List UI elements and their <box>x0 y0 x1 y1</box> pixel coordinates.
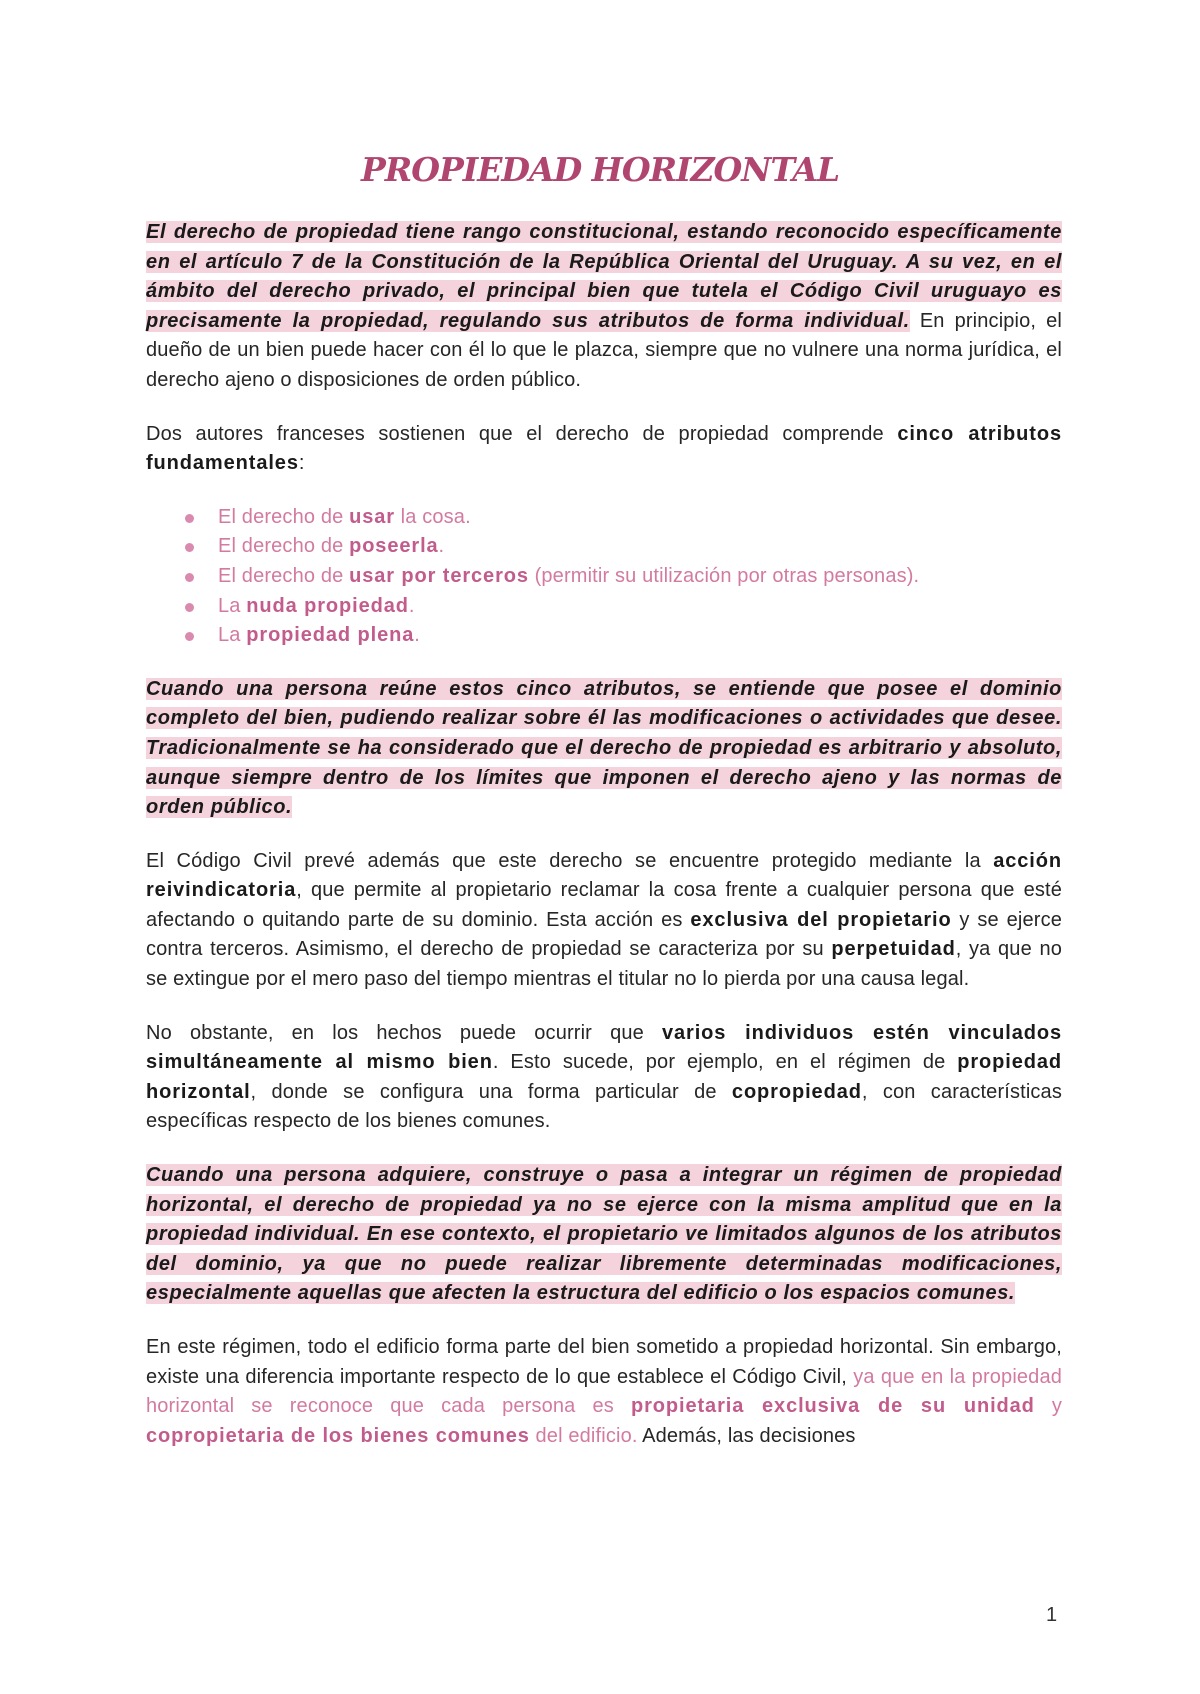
paragraph-6 <box>146 1161 1062 1309</box>
bold-text: cinco atributos fundamentales <box>146 422 1062 475</box>
bullet-dot-icon <box>185 632 194 641</box>
paragraph-4: El Código Civil prevé además que este derecho se encuentre protegido mediante la acción reivindicatoria, que permite al propietario reclamar la cosa frente a cualquier persona que esté afectando o quitando parte de su dominio. Esta acción es exclusiva del propietario y se ejerce contra terceros. Asimismo, el derecho de propiedad se caracteriza por su perpetuidad, ya que no se extingue por el mero paso del tiempo mientras el titular no lo pierda por una causa legal. <box>146 849 1062 991</box>
paragraph-text: : <box>298 452 305 475</box>
paragraph-1 <box>146 218 1062 396</box>
bullet-dot-icon <box>185 603 194 612</box>
list-item: El derecho de usar por terceros (permitir su utilización por otras personas). <box>146 562 1062 592</box>
paragraph-7: En este régimen, todo el edificio forma parte del bien sometido a propiedad horizontal. Sin embargo, existe una diferencia importante respecto de lo que establece el Código Civil, ya que en la propiedad horizontal se reconoce que cada persona es propietaria exclusiva de su unidad y copropietaria de los bienes comunes del edificio. Además, las decisiones <box>146 1336 1063 1447</box>
bullet-dot-icon <box>185 514 194 523</box>
document-title: PROPIEDAD HORIZONTAL <box>360 150 840 189</box>
highlighted-text: Cuando una persona adquiere, construye o pasa a integrar un régimen de propiedad horizontal, el derecho de propiedad ya no se ejerce con la misma amplitud que en la propiedad individual. En ese contexto, el propietario ve limitados algunos de los atributos del dominio, ya que no puede realizar libremente determinadas modificaciones, especialmente aquellas que afecten la estructura del edificio o los espacios comunes. <box>146 1164 1062 1305</box>
list-item: El derecho de usar la cosa. <box>146 503 1062 533</box>
paragraph-text: Dos autores franceses sostienen que el derecho de propiedad comprende <box>146 422 898 445</box>
attributes-list <box>146 503 1062 651</box>
paragraph-3 <box>146 675 1062 823</box>
list-item: La propiedad plena. <box>146 621 1062 651</box>
paragraph-5: No obstante, en los hechos puede ocurrir que varios individuos estén vinculados simultáneamente al mismo bien. Esto sucede, por ejemplo, en el régimen de propiedad horizontal, donde se configura una forma particular de copropiedad, con características específicas respecto de los bienes comunes. <box>146 1021 1063 1133</box>
bullet-dot-icon <box>185 543 194 552</box>
document-body <box>146 218 1062 1475</box>
pink-text: ya que en la propiedad horizontal se reconoce que cada persona es propietaria exclusiva de su unidad y copropietaria de los bienes comunes del edificio. <box>146 1365 1063 1447</box>
paragraph-text: En principio, el dueño de un bien puede hacer con él lo que le plazca, siempre que no vulnere una norma jurídica, el derecho ajeno o disposiciones de orden público. <box>146 309 1062 391</box>
highlighted-text: El derecho de propiedad tiene rango constitucional, estando reconocido específicamente en el artículo 7 de la Constitución de la República Oriental del Uruguay. A su vez, en el ámbito del derecho privado, el principal bien que tutela el Código Civil uruguayo es precisamente la propiedad, regulando sus atributos de forma individual. <box>146 221 1062 332</box>
bullet-dot-icon <box>185 573 194 582</box>
list-item: El derecho de poseerla. <box>146 532 1062 562</box>
highlighted-text: Cuando una persona reúne estos cinco atributos, se entiende que posee el dominio completo del bien, pudiendo realizar sobre él las modificaciones o actividades que desee. Tradicionalmente se ha considerado que el derecho de propiedad es arbitrario y absoluto, aunque siempre dentro de los límites que imponen el derecho ajeno y las normas de orden público. <box>146 677 1062 819</box>
page-number: 1 <box>1046 1604 1058 1626</box>
list-item: La nuda propiedad. <box>146 592 1062 622</box>
paragraph-2 <box>146 420 1062 479</box>
